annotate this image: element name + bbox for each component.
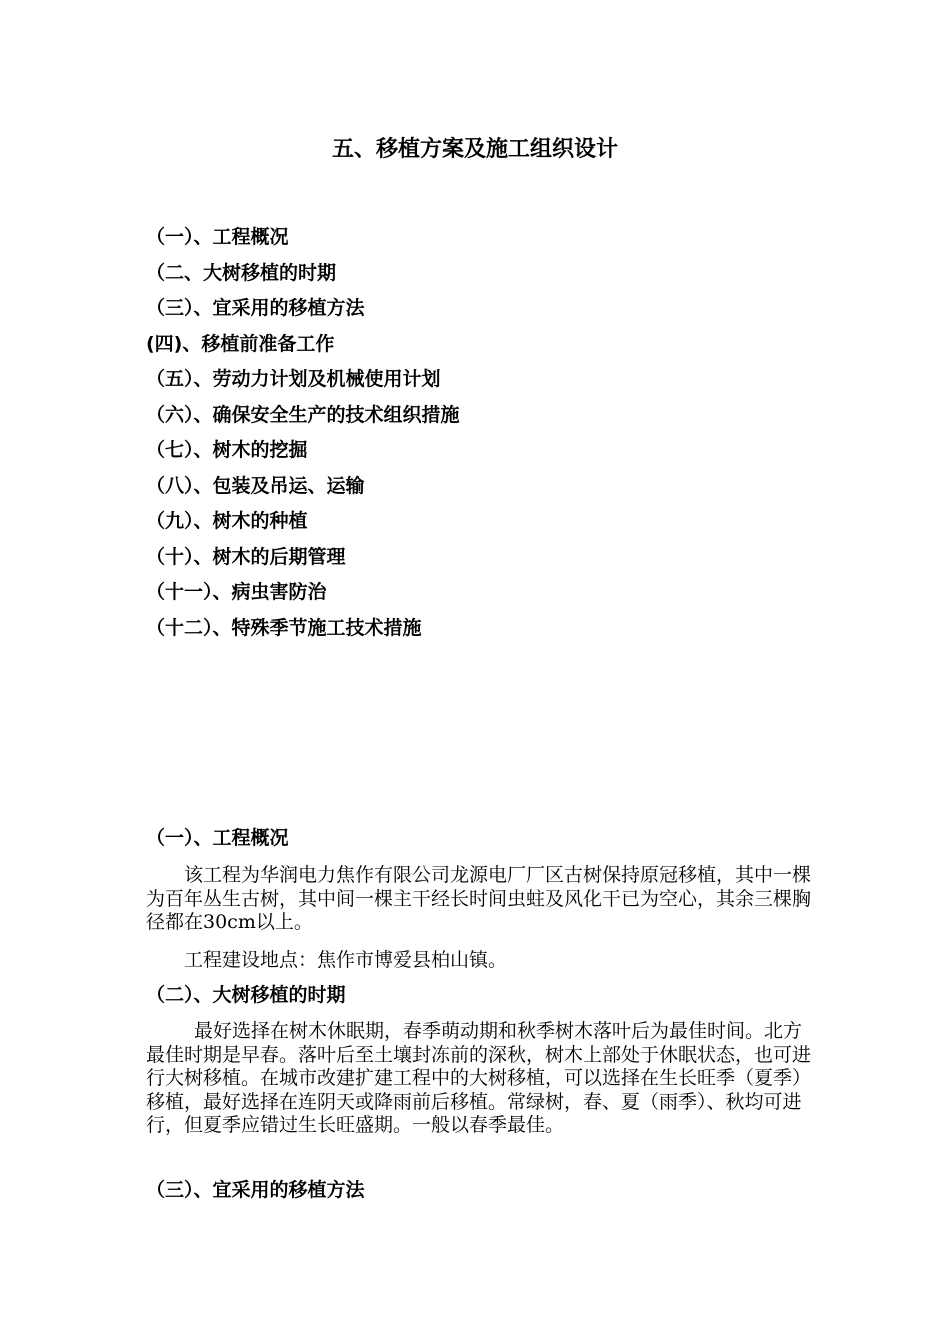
toc-item: （一）、工程概况: [146, 226, 289, 248]
location-paragraph: 工程建设地点：焦作市博爱县柏山镇。: [184, 949, 508, 971]
table-of-contents: [146, 220, 460, 646]
toc-item: （八）、包装及吊运、运输: [146, 474, 365, 497]
section-heading-method: （三）、宜采用的移植方法: [146, 1179, 365, 1201]
toc-item: （十）、树木的后期管理: [146, 545, 346, 568]
overview-paragraph: 该工程为华润电力焦作有限公司龙源电厂厂区古树保持原冠移植，其中一棵为百年丛生古树，其中间一棵主干经长时间虫蛀及风化干已为空心，其余三棵胸径都在30cm以上。: [146, 864, 812, 933]
toc-item: （三）、宜采用的移植方法: [146, 297, 365, 319]
section-heading-timing: （二）、大树移植的时期: [146, 984, 346, 1006]
toc-item: （五）、劳动力计划及机械使用计划: [146, 368, 441, 390]
document-title: 五、移植方案及施工组织设计: [331, 137, 618, 162]
toc-item: （十一）、病虫害防治: [146, 581, 327, 603]
toc-item: （二、大树移植的时期: [146, 261, 337, 284]
toc-item: (四)、移植前准备工作: [146, 332, 335, 355]
toc-item: （九）、树木的种植: [146, 510, 308, 532]
toc-item: （六）、确保安全生产的技术组织措施: [146, 403, 460, 426]
section-heading-overview: （一）、工程概况: [146, 827, 289, 849]
timing-paragraph: 最好选择在树木休眠期，春季萌动期和秋季树木落叶后为最佳时间。北方最佳时期是早春。落叶后至土壤封冻前的深秋，树木上部处于休眠状态，也可进行大树移植。在城市改建扩建工程中的大树移植，可以选择在生长旺季（夏季）移植，最好选择在连阴天或降雨前后移植。常绿树，春、夏（雨季）、秋均可进行，但夏季应错过生长旺盛期。一般以春季最佳。: [146, 1020, 812, 1136]
toc-item: （十二）、特殊季节施工技术措施: [146, 616, 422, 639]
toc-item: （七）、树木的挖掘: [146, 439, 308, 461]
